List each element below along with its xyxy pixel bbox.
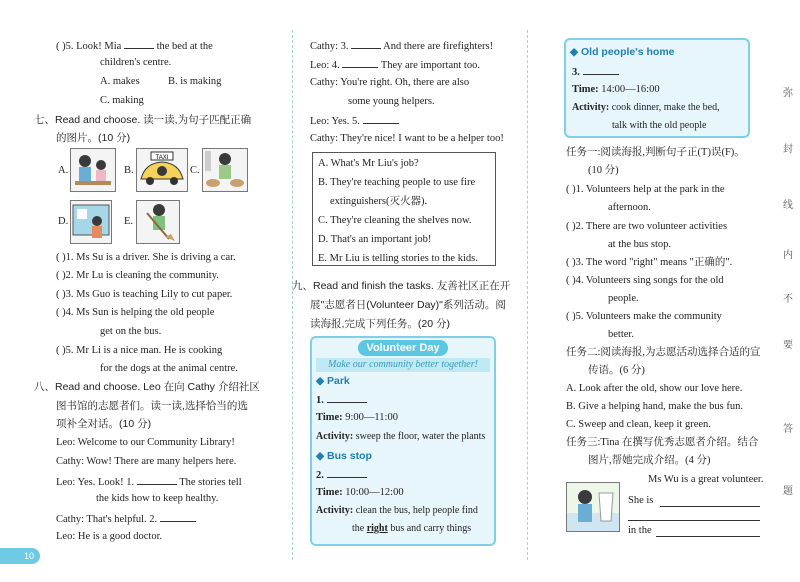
task-2-title-cont: 传语。(6 分) — [588, 365, 645, 376]
page-number: 10 — [0, 548, 40, 564]
task-3-title: 任务三:Tina 在撰写优秀志愿者介绍。结合 — [566, 437, 759, 448]
tf-1-cont: afternoon. — [608, 202, 651, 213]
option-d: D. That's an important job! — [318, 234, 432, 245]
match-3: ( )3. Ms Guo is teaching Lily to cut paper. — [56, 289, 233, 300]
task-1-title: 任务一:阅读海报,判断句子正(T)误(F)。 — [566, 147, 745, 158]
answer-blank-3[interactable] — [351, 38, 381, 49]
q5-option-b: B. is making — [168, 76, 222, 87]
seal-char: 不 — [783, 294, 793, 305]
match-5: ( )5. Mr Li is a nice man. He is cooking — [56, 345, 223, 356]
bus-stop-activity: Activity: clean the bus, help people find — [316, 505, 478, 516]
poster-slogan: Make our community better together! — [316, 358, 490, 372]
match-2: ( )2. Mr Lu is cleaning the community. — [56, 270, 219, 281]
intro-blank-1[interactable] — [660, 496, 760, 507]
tf-4-cont: people. — [608, 293, 639, 304]
slogan-option-c: C. Sweep and clean, keep it green. — [566, 419, 711, 430]
dialogue-leo-4: Leo: 4. They are important too. — [310, 57, 480, 73]
q5-text: ( )5. Look! Mia the bed at the — [56, 38, 213, 54]
bus-stop-activity-cont: the right bus and carry things — [352, 523, 472, 534]
she-is-label: She is — [628, 495, 654, 506]
image-d-helping-bus — [70, 200, 112, 244]
q5-option-a: A. makes — [100, 76, 140, 87]
dialogue-cathy-right: Cathy: You're right. Oh, there are also — [310, 77, 470, 88]
park-number: 1. — [316, 392, 367, 408]
section-7-title-cont: 的图片。(10 分) — [56, 132, 131, 144]
bus-stop-heading: ◆ Bus stop — [316, 450, 372, 462]
tf-1: ( )1. Volunteers help at the park in the — [566, 184, 725, 195]
slogan-option-a: A. Look after the old, show our love here. — [566, 383, 743, 394]
task-3-title-cont: 图片,帮她完成介绍。(4 分) — [588, 455, 711, 466]
image-b-taxi-driver — [136, 148, 188, 192]
section-9-title-3: 读海报,完成下列任务。(20 分) — [310, 318, 451, 330]
match-5-cont: for the dogs at the animal centre. — [100, 363, 238, 374]
section-9-title: 九、Read and finish the tasks. 友善社区正在开 — [292, 280, 511, 292]
section-8-title-2: 图书馆的志愿者们。读一读,选择恰当的选 — [56, 400, 248, 412]
image-label-b: B. — [124, 165, 134, 176]
dialogue-cathy-nice: Cathy: They're nice! I want to be a helper too! — [310, 133, 504, 144]
seal-char: 答 — [783, 424, 793, 435]
answer-blank-1[interactable] — [137, 474, 177, 485]
intro-sentence: Ms Wu is a great volunteer. — [648, 474, 764, 485]
match-1: ( )1. Ms Su is a driver. She is driving a car. — [56, 252, 236, 263]
match-4: ( )4. Ms Sun is helping the old people — [56, 307, 215, 318]
dialogue-cathy-3: Cathy: 3. And there are firefighters! — [310, 38, 493, 54]
option-c: C. They're cleaning the shelves now. — [318, 215, 472, 226]
q5-text-cont: children's centre. — [100, 57, 172, 68]
option-b-cont: extinguishers(灭火器). — [330, 196, 428, 207]
image-e-sweeping — [136, 200, 180, 244]
image-label-a: A. — [58, 165, 69, 176]
column-divider-2 — [527, 30, 528, 560]
section-8-title-3: 项补全对话。(10 分) — [56, 418, 152, 430]
answer-blank-4[interactable] — [342, 57, 378, 68]
in-the-label: in the — [628, 525, 652, 536]
old-home-time: Time: 14:00—16:00 — [572, 84, 660, 95]
old-home-activity: Activity: cook dinner, make the bed, — [572, 102, 720, 113]
poster-title: Volunteer Day — [358, 340, 448, 356]
option-b: B. They're teaching people to use fire — [318, 177, 476, 188]
tf-2: ( )2. There are two volunteer activities — [566, 221, 728, 232]
dialogue-leo-5: Leo: Yes. 5. — [310, 113, 399, 129]
section-8-title: 八、Read and choose. Leo 在向 Cathy 介绍社区 — [34, 381, 260, 393]
match-4-cont: get on the bus. — [100, 326, 162, 337]
bus-stop-time: Time: 10:00—12:00 — [316, 487, 404, 498]
seal-char: 弥 — [783, 88, 793, 99]
dialogue-line-2: Cathy: Wow! There are many helpers here. — [56, 456, 237, 467]
intro-blank-2[interactable] — [628, 510, 760, 521]
seal-char: 封 — [783, 144, 793, 155]
option-a: A. What's Mr Liu's job? — [318, 158, 419, 169]
answer-blank[interactable] — [124, 38, 154, 49]
option-e: E. Mr Liu is telling stories to the kids. — [318, 253, 478, 264]
section-9-title-2: 展"志愿者日(Volunteer Day)"系列活动。阅 — [310, 299, 506, 311]
tf-5-cont: better. — [608, 329, 634, 340]
answer-blank-5[interactable] — [363, 113, 399, 124]
image-a-teaching-cut-paper — [70, 148, 116, 192]
image-label-c: C. — [190, 165, 200, 176]
section-7-title: 七、Read and choose. 读一读,为句子匹配正确 — [34, 114, 252, 126]
q5-option-c: C. making — [100, 95, 144, 106]
image-c-cooking-dogs — [202, 148, 248, 192]
dialogue-line-3-cont: the kids how to keep healthy. — [96, 493, 219, 504]
dialogue-cathy-right-cont: some young helpers. — [348, 96, 435, 107]
tf-5: ( )5. Volunteers make the community — [566, 311, 722, 322]
column-divider-1 — [292, 30, 293, 560]
seal-char: 题 — [783, 486, 793, 497]
old-home-heading: ◆ Old people's home — [570, 46, 675, 58]
image-label-d: D. — [58, 216, 69, 227]
seal-char: 线 — [783, 200, 793, 211]
dialogue-line-4: Cathy: That's helpful. 2. — [56, 511, 196, 527]
park-answer-blank[interactable] — [327, 392, 367, 403]
bus-stop-number: 2. — [316, 467, 367, 483]
park-time: Time: 9:00—11:00 — [316, 412, 398, 423]
old-home-number: 3. — [572, 64, 619, 80]
old-home-activity-cont: talk with the old people — [612, 120, 707, 131]
old-home-answer-blank[interactable] — [583, 64, 619, 75]
task-1-title-cont: (10 分) — [588, 165, 619, 176]
tf-4: ( )4. Volunteers sing songs for the old — [566, 275, 724, 286]
image-label-e: E. — [124, 216, 134, 227]
taxi-sign-text: TAXI — [155, 155, 169, 161]
bus-answer-blank[interactable] — [327, 467, 367, 478]
seal-char: 要 — [783, 340, 793, 351]
seal-char: 内 — [783, 250, 793, 261]
intro-blank-3[interactable] — [656, 526, 760, 537]
park-heading: ◆ Park — [316, 375, 350, 387]
tf-2-cont: at the bus stop. — [608, 239, 671, 250]
slogan-option-b: B. Give a helping hand, make the bus fun. — [566, 401, 744, 412]
image-ms-wu-volunteer — [566, 482, 620, 532]
dialogue-line-3: Leo: Yes. Look! 1. The stories tell — [56, 474, 242, 490]
park-activity: Activity: sweep the floor, water the plants — [316, 431, 486, 442]
answer-blank-2[interactable] — [160, 511, 196, 522]
dialogue-line-1: Leo: Welcome to our Community Library! — [56, 437, 235, 448]
dialogue-line-5: Leo: He is a good doctor. — [56, 531, 163, 542]
task-2-title: 任务二:阅读海报,为志愿活动选择合适的宣 — [566, 347, 761, 358]
tf-3: ( )3. The word "right" means "正确的". — [566, 257, 733, 268]
